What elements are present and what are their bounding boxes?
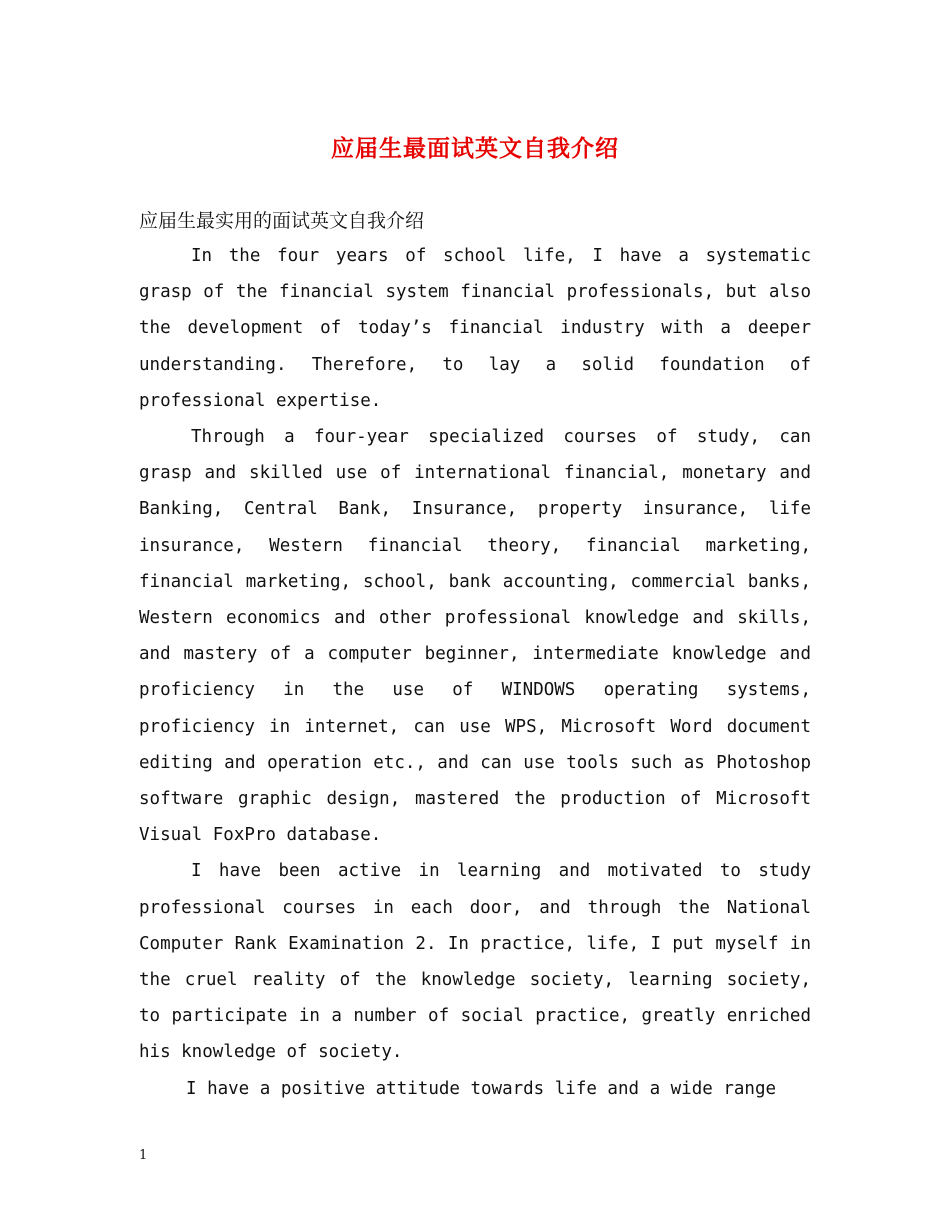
- paragraph-4: I have a positive attitude towards life and a wide range: [186, 1078, 777, 1099]
- paragraph-1: In the four years of school life, I have a systematic grasp of the financial system financial professionals, but also the development of today’s financial industry with a deeper understanding. Therefore, to lay a solid foundation of professional expertise.: [139, 246, 811, 411]
- document-body: [139, 238, 811, 1107]
- paragraph-3: I have been active in learning and motivated to study professional courses in each door, and through the National Computer Rank Examination 2. In practice, life, I put myself in the cruel reality of the knowledge society, learning society, to participate in a number of social practice, greatly enriched his knowledge of society.: [139, 861, 811, 1063]
- document-subtitle: 应届生最实用的面试英文自我介绍: [139, 210, 425, 232]
- page-number: 1: [139, 1148, 148, 1163]
- paragraph-2: Through a four-year specialized courses of study, can grasp and skilled use of international financial, monetary and Banking, Central Bank, Insurance, property insurance, life insurance, Western financial theory, financial marketing, financial marketing, school, bank accounting, commercial banks, Western economics and other professional knowledge and skills, and mastery of a computer beginner, intermediate knowledge and proficiency in the use of WINDOWS operating systems, proficiency in internet, can use WPS, Microsoft Word document editing and operation etc., and can use tools such as Photoshop software graphic design, mastered the production of Microsoft Visual FoxPro database.: [139, 427, 811, 846]
- document-title: 应届生最面试英文自我介绍: [331, 135, 619, 162]
